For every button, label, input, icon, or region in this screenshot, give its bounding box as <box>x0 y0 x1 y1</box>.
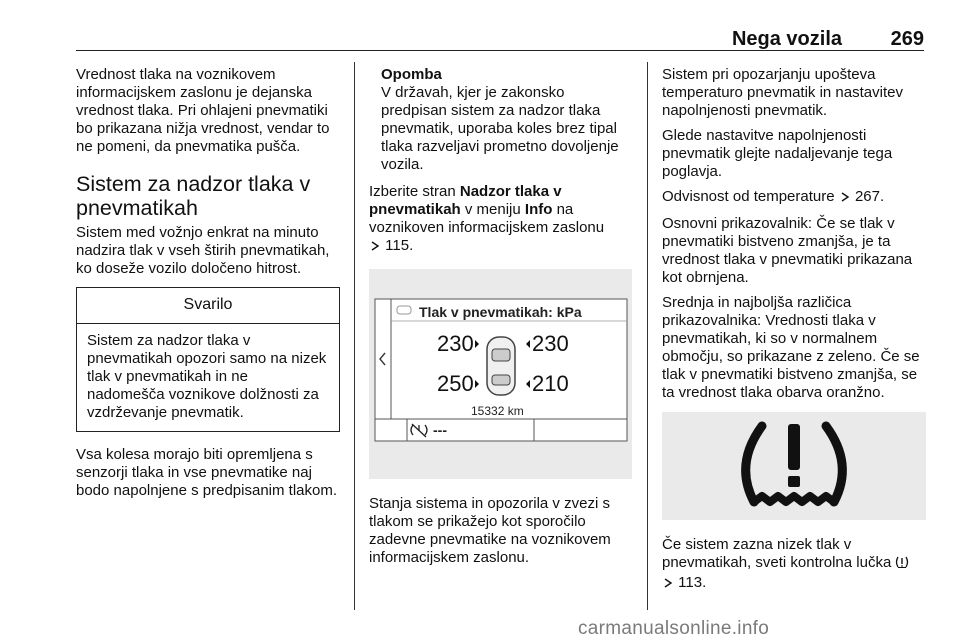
page-number: 269 <box>890 28 924 50</box>
page-ref-arrow-icon <box>369 239 381 257</box>
tpms-warning-icon <box>662 412 926 520</box>
paragraph <box>662 536 926 594</box>
paragraph: Stanja sistema in opozorila v zvezi s tlakom se prikažejo kot sporočilo zadevne pnevmatike na voznikovem informacijskem zaslonu. <box>369 495 611 566</box>
text-run: v meniju <box>460 201 525 218</box>
paragraph: Osnovni prikazovalnik: Če se tlak v pnevmatiki bistveno zmanjša, je ta vrednost tlaka v pnevmatiki prikazana kot obrnjena. <box>662 215 913 286</box>
page-reference: 113. <box>678 574 707 591</box>
tpms-warning-light-figure <box>662 412 926 520</box>
tire-front-left: 230 <box>437 331 474 356</box>
page-reference: 115. <box>385 237 414 254</box>
warning-body: Sistem za nadzor tlaka v pnevmatikah opozori samo na nizek tlak v pnevmatikah in ne nadomešča voznikove dolžnosti za vzdrževanje pnevmatik. <box>87 332 327 421</box>
display-title: Tlak v pnevmatikah: kPa <box>419 304 582 320</box>
warning-box <box>76 287 340 432</box>
tpms-warning-icon <box>895 556 909 574</box>
column-1 <box>76 66 340 507</box>
paragraph: Srednja in najboljša različica prikazovalnika: Vrednosti tlaka v pnevmatikah, ki so v normalnem območju, so prikazane z zeleno. Če se tlak v pnevmatiki bistveno zmanjša, se ta vrednost tlaka obarva oranžno. <box>662 294 920 401</box>
text-run: Odvisnost od temperature <box>662 188 835 205</box>
note-title: Opomba <box>381 66 442 83</box>
note-block <box>369 66 632 174</box>
text-run: Izberite stran <box>369 183 460 200</box>
header-rule <box>76 50 924 51</box>
note-body: V državah, kjer je zakonsko predpisan sistem za nadzor tlaka pnevmatik, uporaba koles brez tipal tlaka razveljavi prometno dovoljenje vozila. <box>381 84 619 173</box>
menu-name: Info <box>524 201 553 218</box>
tire-rear-left: 250 <box>437 371 474 396</box>
menu-page-name: Nadzor tlaka v pnevmatikah <box>369 183 562 218</box>
section-heading: Sistem za nadzor tlaka v pnevmatikah <box>76 172 311 220</box>
tire-front-right: 230 <box>532 331 569 356</box>
tire-pressure-display-figure <box>369 269 632 479</box>
column-3 <box>662 66 926 601</box>
paragraph: Glede nastavitve napolnjenosti pnevmatik glejte nadaljevanje tega poglavja. <box>662 127 893 180</box>
watermark: carmanualsonline.info <box>578 618 770 639</box>
page-ref-arrow-icon <box>662 576 674 594</box>
car-top-view-icon <box>487 337 515 395</box>
warning-title: Svarilo <box>77 288 339 324</box>
paragraph: Vsa kolesa morajo biti opremljena s senzorji tlaka in vse pnevmatike naj bodo napolnjene s predpisanim tlakom. <box>76 446 337 499</box>
column-divider <box>354 62 355 610</box>
paragraph <box>662 188 926 208</box>
tire-rear-right: 210 <box>532 371 569 396</box>
column-2 <box>369 66 632 574</box>
intro-paragraph: Vrednost tlaka na voznikovem informacijskem zaslonu je dejanska vrednost tlaka. Pri ohlajeni pnevmatiki bo prikazana nižja vrednost, vendar to ne pomeni, da pnevmatika pušča. <box>76 66 330 155</box>
page-header <box>76 28 924 50</box>
odometer: 15332 km <box>471 404 524 418</box>
column-divider <box>647 62 648 610</box>
display-status: --- <box>433 422 447 438</box>
section-title: Nega vozila <box>731 28 842 50</box>
select-paragraph <box>369 183 632 257</box>
text-run: Če sistem zazna nizek tlak v pnevmatikah, sveti kontrolna lučka <box>662 536 892 571</box>
text-run: na voznikoven informacijskem zaslonu <box>369 201 605 236</box>
page-reference: 267. <box>854 188 885 205</box>
paragraph: Sistem med vožnjo enkrat na minuto nadzira tlak v vseh štirih pnevmatikah, ko doseže vozilo določeno hitrost. <box>76 224 330 277</box>
page-ref-arrow-icon <box>839 190 851 208</box>
paragraph: Sistem pri opozarjanju upošteva temperaturo pnevmatik in nastavitev napolnjenosti pnevmatik. <box>662 66 903 119</box>
tire-pressure-display <box>369 269 632 479</box>
